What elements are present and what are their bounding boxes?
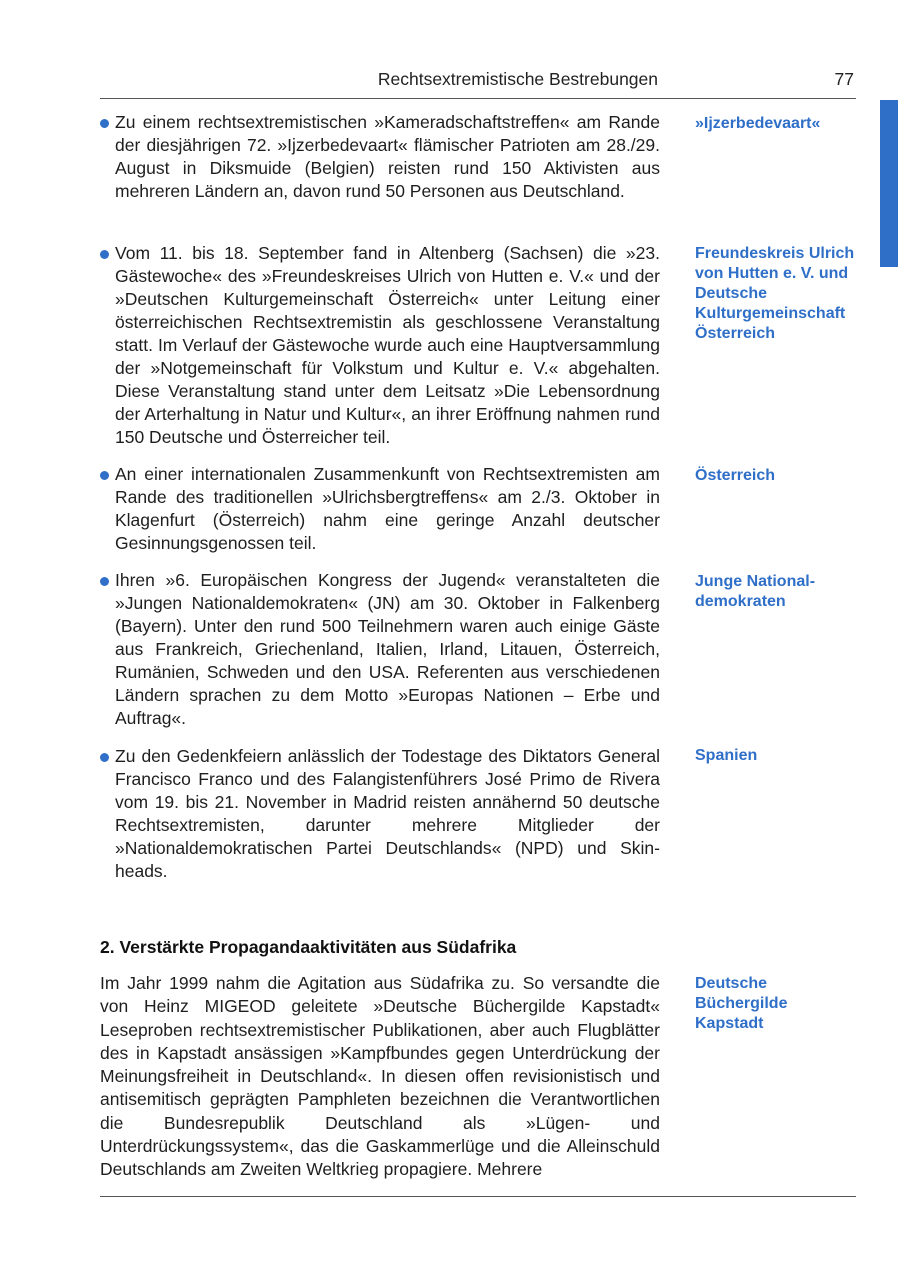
margin-note-freundeskreis: Freundeskreis Ulrich von Hutten e. V. und Deutsche Kulturgemeinschaft Österreich bbox=[695, 245, 855, 342]
bullet-item-madrid bbox=[100, 745, 660, 883]
bullet-icon bbox=[100, 471, 109, 480]
header-title: Rechtsextremistische Bestrebungen bbox=[377, 69, 658, 89]
bullet-icon bbox=[100, 753, 109, 762]
bullet-icon bbox=[100, 577, 109, 586]
page-number: 77 bbox=[834, 69, 854, 89]
bullet-text: Ihren »6. Europäischen Kongress der Jugend« veranstalteten die »Jungen Nationaldemokraten« (JN) am 30. Oktober in Falkenberg (Bayern). Unter den rund 500 Teilnehmern waren auch einige Gäste aus Frankreich, Griechenland, Italien, Irland, Litauen, Österreich, Rumänien, Schweden und den USA. Referenten aus verschiedenen Ländern sprachen zu dem Motto »Europas Nationen – Erbe und Auftrag«. bbox=[115, 570, 660, 728]
bullet-text: Zu den Gedenkfeiern anlässlich der Todestage des Diktators General Francisco Franco und des Falangistenführers José Primo de Rivera vom 19. bis 21. November in Madrid reisten annähernd 50 deutsche Rechtsextremisten, darunter mehrere Mitglieder der »Nationaldemokratischen Partei Deutschlands« (NPD) und Skinheads. bbox=[115, 746, 660, 881]
running-header bbox=[100, 68, 856, 99]
bullet-icon bbox=[100, 250, 109, 259]
margin-note-ijzerbedevaart: »Ijzerbedevaart« bbox=[695, 115, 821, 132]
bullet-text: Vom 11. bis 18. September fand in Altenberg (Sachsen) die »23. Gästewoche« des »Freundeskreises Ulrich von Hutten e. V.« und der »Deutschen Kulturgemeinschaft Österreich« unter Leitung einer österreichischen Rechtsextremistin als geschlossene Veranstaltung statt. Im Verlauf der Gästewoche wurde auch eine Hauptversammlung der »Notgemeinschaft für Volkstum und Kultur e. V.« abgehalten. Diese Veranstaltung stand unter dem Leitsatz »Die Lebensordnung der Arterhaltung in Natur und Kultur«, an ihrer Eröffnung nahmen rund 150 Deutsche und Österreicher teil. bbox=[115, 243, 660, 447]
section-heading: 2. Verstärkte Propagandaaktivitäten aus Südafrika bbox=[100, 937, 517, 957]
bullet-item-jn-kongress bbox=[100, 569, 660, 730]
bullet-item-ijzerbedevaart bbox=[100, 111, 660, 203]
bullet-icon bbox=[100, 119, 109, 128]
margin-note-buechergilde: Deutsche Büchergilde Kapstadt bbox=[695, 975, 788, 1032]
section-paragraph: Im Jahr 1999 nahm die Agitation aus Südafrika zu. So versandte die von Heinz MIGEOD geleitete »Deutsche Büchergilde Kapstadt« Leseproben rechtsextremistischer Publikationen, aber auch Flugblätter des in Kapstadt ansässigen »Kampfbundes gegen Unterdrückung der Meinungsfreiheit in Deutschland«. In diesen offen revisionistisch und antisemitisch geprägten Pamphleten bezeichnen die Verantwortlichen die Bundesrepublik Deutschland als »Lügen- und Unterdrückungssystem«, das die Gaskammerlüge und die Alleinschuld Deutschlands am Zweiten Weltkrieg propagiere. Mehrere bbox=[100, 973, 660, 1180]
bullet-item-ulrichsberg bbox=[100, 463, 660, 555]
margin-note-oesterreich: Österreich bbox=[695, 467, 776, 484]
footer-rule bbox=[100, 1196, 856, 1197]
bullet-item-altenberg bbox=[100, 242, 660, 449]
bullet-text: Zu einem rechtsextremistischen »Kameradschaftstreffen« am Rande der diesjährigen 72. »Ijzerbedevaart« flämischer Patrioten am 28./29. August in Diksmuide (Belgien) reisten rund 150 Aktivisten aus mehreren Ländern an, davon rund 50 Personen aus Deutschland. bbox=[115, 112, 660, 201]
margin-note-spanien: Spanien bbox=[695, 747, 758, 764]
bullet-text: An einer internationalen Zusammenkunft von Rechtsextremisten am Rande des traditionellen »Ulrichsbergtreffens« am 2./3. Oktober in Klagenfurt (Österreich) nahm eine geringe Anzahl deutscher Gesinnungsgenossen teil. bbox=[115, 464, 660, 553]
margin-note-junge-nationaldemokraten: Junge Nationaldemokraten bbox=[695, 573, 816, 610]
chapter-tab-marker bbox=[880, 100, 898, 267]
